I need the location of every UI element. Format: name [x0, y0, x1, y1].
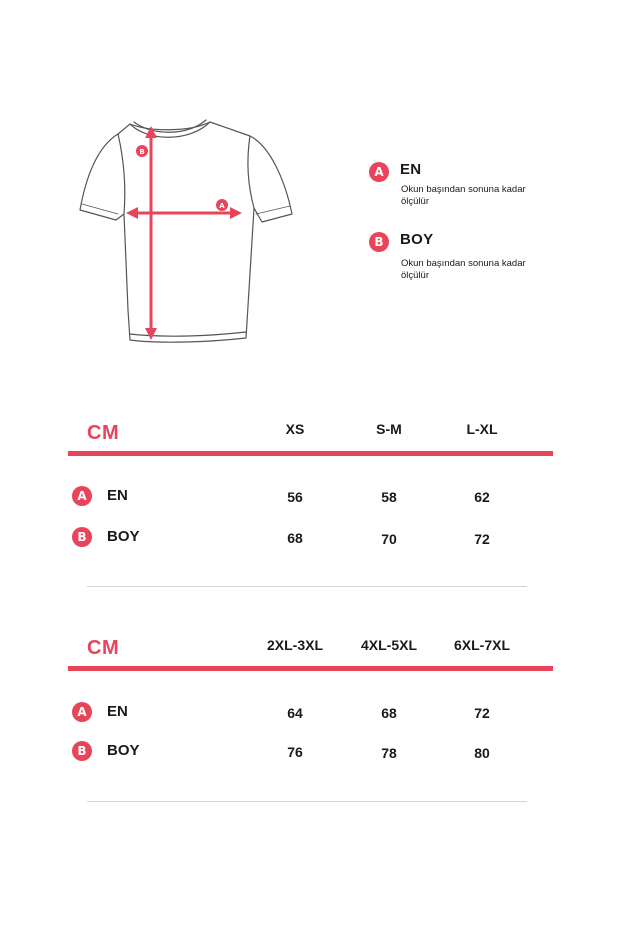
row-label: EN: [107, 487, 128, 504]
cell-value: 78: [381, 745, 397, 761]
legend-title-boy: BOY: [400, 231, 434, 248]
table-divider: [87, 801, 527, 802]
cell-value: 64: [287, 705, 303, 721]
row-badge-b: B: [72, 741, 92, 761]
legend-badge-b: B: [369, 232, 389, 252]
row-badge-b: B: [72, 527, 92, 547]
cell-value: 68: [287, 530, 303, 546]
size-header: 2XL-3XL: [266, 637, 323, 653]
header-divider: [68, 451, 553, 456]
cell-value: 62: [474, 489, 490, 505]
cell-value: 58: [381, 489, 397, 505]
legend-desc-boy: Okun başından sonuna kadar ölçülür: [401, 258, 526, 281]
legend-desc-en: Okun başından sonuna kadar ölçülür: [401, 184, 526, 207]
row-badge-a: A: [72, 702, 92, 722]
svg-text:B: B: [139, 148, 145, 156]
row-label: BOY: [107, 742, 140, 759]
tshirt-sketch-icon: [70, 110, 300, 350]
cell-value: 70: [381, 531, 397, 547]
cell-value: 80: [474, 745, 490, 761]
row-badge-a: A: [72, 486, 92, 506]
cell-value: 72: [474, 531, 490, 547]
row-label: BOY: [107, 528, 140, 545]
table-divider: [87, 586, 527, 587]
cell-value: 76: [287, 744, 303, 760]
size-header: 6XL-7XL: [453, 637, 510, 653]
legend-title-en: EN: [400, 161, 422, 178]
cell-value: 56: [287, 489, 303, 505]
size-header: L-XL: [466, 421, 498, 437]
row-label: EN: [107, 703, 128, 720]
svg-text:A: A: [219, 202, 225, 210]
cell-value: 68: [381, 705, 397, 721]
legend-badge-a: A: [369, 162, 389, 182]
unit-label: CM: [87, 637, 120, 659]
size-header: 4XL-5XL: [360, 637, 417, 653]
size-header: XS: [285, 421, 305, 437]
header-divider: [68, 666, 553, 671]
size-header: S-M: [376, 421, 402, 437]
unit-label: CM: [87, 422, 120, 444]
cell-value: 72: [474, 705, 490, 721]
